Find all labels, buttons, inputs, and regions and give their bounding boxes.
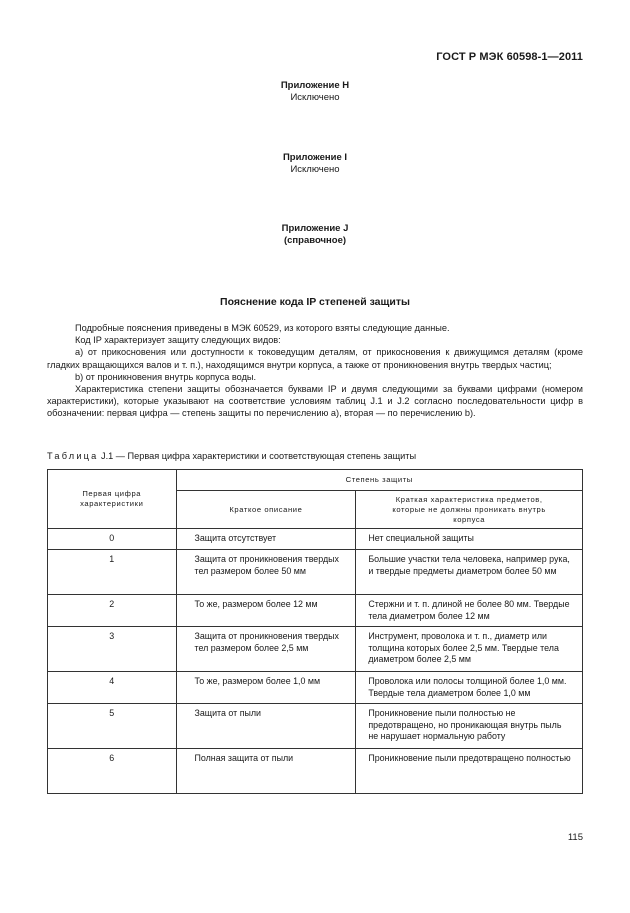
cell-objects: Проникновение пыли полностью не предотвращено, но проникающая внутрь пыль не нарушает нормальную работу <box>356 704 583 749</box>
cell-digit: 2 <box>48 595 177 627</box>
body-text <box>47 322 583 420</box>
cell-digit: 4 <box>48 672 177 704</box>
paragraph: Характеристика степени защиты обозначается буквами IP и двумя следующими за буквами цифрами (номером характеристики), которые указывают на соответствие условиям таблиц J.1 и J.2 согласно последовательности цифр в обозначении: первая цифра — степень защиты по перечислению а), вторая — по перечислению b). <box>47 384 583 419</box>
table-row <box>48 627 583 672</box>
cell-short-desc: Защита от проникновения твердых тел размером более 2,5 мм <box>176 627 356 672</box>
table-caption-text: J.1 — Первая цифра характеристики и соответствующая степень защиты <box>98 451 417 461</box>
header-degree: Степень защиты <box>176 470 583 491</box>
cell-short-desc: То же, размером более 1,0 мм <box>176 672 356 704</box>
header-objects: Краткая характеристика предметов, которые не должны проникать внутрь корпуса <box>356 491 583 529</box>
cell-digit: 0 <box>48 529 177 550</box>
annex-i-status: Исключено <box>290 164 340 175</box>
paragraph: Подробные пояснения приведены в МЭК 60529, из которого взяты следующие данные. <box>75 323 450 333</box>
annex-i-title: Приложение I <box>282 152 348 163</box>
cell-objects: Нет специальной защиты <box>356 529 583 550</box>
page-number: 115 <box>567 832 583 843</box>
cell-short-desc: Полная защита от пыли <box>176 749 356 794</box>
cell-short-desc: Защита от пыли <box>176 704 356 749</box>
table-caption-label: Таблица <box>47 451 99 461</box>
cell-digit: 6 <box>48 749 177 794</box>
cell-objects: Стержни и т. п. длиной не более 80 мм. Твердые тела диаметром более 12 мм <box>356 595 583 627</box>
paragraph: b) от проникновения внутрь корпуса воды. <box>75 371 257 382</box>
annex-h-status: Исключено <box>290 92 340 103</box>
paragraph: а) от прикосновения или доступности к токоведущим деталям, от прикосновения к движущимся деталям (кроме гладких вращающихся валов и т. п.), находящимся внутри корпуса, а также от проникновения внутрь твердых частиц; <box>47 347 583 370</box>
annex-h-title: Приложение H <box>280 80 350 91</box>
standard-code: ГОСТ Р МЭК 60598-1—2011 <box>436 51 583 63</box>
cell-short-desc: То же, размером более 12 мм <box>176 595 356 627</box>
cell-digit: 5 <box>48 704 177 749</box>
annex-j-status: (справочное) <box>283 235 347 246</box>
table-row <box>48 595 583 627</box>
ip-first-digit-table <box>47 469 583 794</box>
cell-short-desc: Защита отсутствует <box>176 529 356 550</box>
table-row <box>48 749 583 794</box>
cell-objects: Инструмент, проволока и т. п., диаметр или толщина которых более 2,5 мм. Твердые тела диаметром более 2,5 мм <box>356 627 583 672</box>
cell-digit: 1 <box>48 550 177 595</box>
cell-short-desc: Защита от проникновения твердых тел размером более 50 мм <box>176 550 356 595</box>
annex-j-title: Приложение J <box>281 223 349 234</box>
cell-objects: Проникновение пыли предотвращено полностью <box>356 749 583 794</box>
header-short-desc: Краткое описание <box>176 491 356 529</box>
table-caption <box>47 451 416 461</box>
annex-j <box>0 223 630 247</box>
paragraph: Код IP характеризует защиту следующих видов: <box>75 335 281 346</box>
table-row <box>48 550 583 595</box>
annex-h <box>0 80 630 104</box>
table-row <box>48 529 583 550</box>
cell-objects: Проволока или полосы толщиной более 1,0 мм. Твердые тела диаметром более 1,0 мм <box>356 672 583 704</box>
cell-digit: 3 <box>48 627 177 672</box>
section-title: Пояснение кода IP степеней защиты <box>220 296 410 308</box>
table-row <box>48 704 583 749</box>
header-first-digit: Первая цифра характеристики <box>48 470 177 529</box>
cell-objects: Большие участки тела человека, например рука, и твердые предметы диаметром более 50 мм <box>356 550 583 595</box>
annex-i <box>0 152 630 176</box>
table-row <box>48 672 583 704</box>
